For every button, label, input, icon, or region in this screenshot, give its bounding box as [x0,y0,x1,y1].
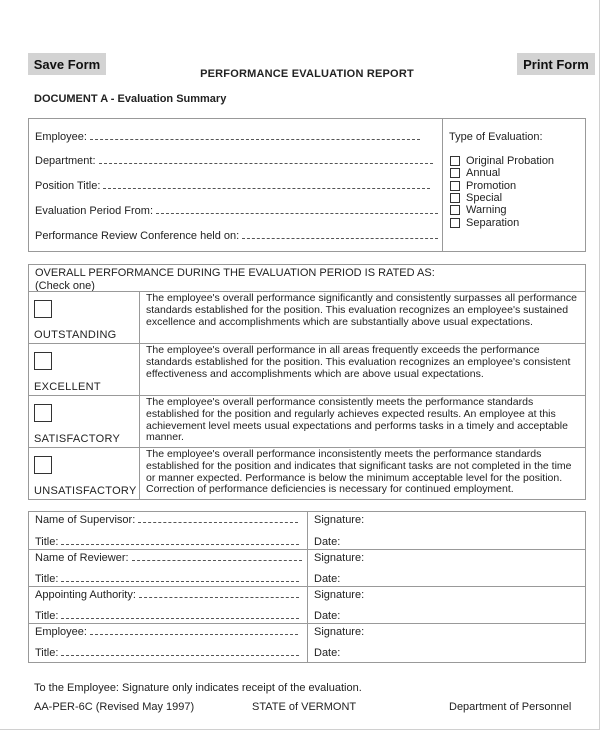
employee-label: Employee: [35,131,87,143]
document-subtitle: DOCUMENT A - Evaluation Summary [34,93,227,105]
department-field[interactable] [35,155,433,167]
employee-field[interactable] [35,131,420,143]
department-label: Department: [35,155,96,167]
option-label: Separation [466,217,520,229]
evaluation-period-field[interactable] [35,205,438,217]
reviewer-title-line[interactable] [61,573,299,582]
checkbox[interactable] [450,193,460,203]
evaluation-period-input-line[interactable] [156,205,438,214]
checkbox[interactable] [450,218,460,228]
evaluation-type-promotion[interactable] [450,180,516,192]
supervisor-title-field[interactable] [35,536,299,548]
performance-heading: OVERALL PERFORMANCE DURING THE EVALUATION PERIOD IS RATED AS: [35,267,435,279]
rating-description: The employee's overall performance consistently meets the performance standards established for the position and regularly achieves expected results. An employee at this achievement level meets usual expectations and performs tasks in a timely and acceptable manner. [146,396,568,444]
supervisor-signature-label: Signature: [314,514,365,526]
rating-checkbox-satisfactory[interactable] [34,404,52,422]
position-title-field[interactable] [35,180,430,192]
performance-heading-block [35,267,435,293]
employee-title-field[interactable] [35,647,299,659]
evaluation-period-label: Evaluation Period From: [35,205,153,217]
reviewer-date-label: Date: [314,573,341,585]
rating-description: The employee's overall performance significantly and consistently surpasses all performance standards established for the position. This evaluation recognizes an employee's sustained excellence and accomplishments which are substantially above usual expectations. [146,292,577,328]
option-label: Warning [466,204,507,216]
reviewer-title-field[interactable] [35,573,299,585]
supervisor-title-line[interactable] [61,536,299,545]
reviewer-signature-row [29,549,585,587]
rating-label: OUTSTANDING [34,329,117,341]
rating-label-cell [29,292,140,343]
employee-name-line[interactable] [90,626,298,635]
review-conference-field[interactable] [35,230,438,242]
field-label: Employee: [35,626,87,638]
rating-label: SATISFACTORY [34,433,121,445]
appointing-authority-name-field[interactable] [35,589,299,601]
rating-row-excellent [29,343,585,395]
page-title: PERFORMANCE EVALUATION REPORT [200,68,414,80]
rating-label-cell [29,448,140,499]
employee-date-label: Date: [314,647,341,659]
reviewer-signature-label: Signature: [314,552,365,564]
rating-checkbox-unsatisfactory[interactable] [34,456,52,474]
rating-description: The employee's overall performance inconsistently meets the performance standards established for the position and indicates that significant tasks are not completed in the time or manner expected. Performance is below the minimum acceptable level for the position. Correction of performance deficiencies is necessary for continued employment. [146,448,572,496]
rating-row-unsatisfactory [29,447,585,499]
position-title-input-line[interactable] [103,180,430,189]
rating-label-cell [29,396,140,447]
appointing-authority-signature-row [29,586,585,624]
option-label: Promotion [466,180,517,192]
position-title-label: Position Title: [35,180,101,192]
supervisor-date-label: Date: [314,536,341,548]
supervisor-name-field[interactable] [35,514,298,526]
review-conference-input-line[interactable] [242,230,438,239]
appointing-authority-title-field[interactable] [35,610,299,622]
save-form-button[interactable]: Save Form [28,53,106,75]
checkbox[interactable] [450,156,460,166]
checkbox[interactable] [450,205,460,215]
rating-label-cell [29,344,140,395]
employee-info-section [28,118,586,252]
section-divider [442,119,443,251]
appointing-authority-title-line[interactable] [61,610,299,619]
field-label: Appointing Authority: [35,589,136,601]
evaluation-type-separation[interactable] [450,217,519,229]
performance-instruction: (Check one) [35,280,95,292]
employee-note: To the Employee: Signature only indicates receipt of the evaluation. [34,682,362,694]
field-label: Name of Reviewer: [35,552,129,564]
appointing-authority-date-label: Date: [314,610,341,622]
employee-signature-label: Signature: [314,626,365,638]
field-label: Title: [35,536,59,548]
review-conference-label: Performance Review Conference held on: [35,230,240,242]
department-name: Department of Personnel [449,701,572,713]
employee-signature-row [29,623,585,661]
employee-title-line[interactable] [61,647,299,656]
rating-checkbox-excellent[interactable] [34,352,52,370]
field-label: Title: [35,647,59,659]
evaluation-type-original-probation[interactable] [450,155,554,167]
appointing-authority-signature-label: Signature: [314,589,365,601]
type-of-evaluation-label: Type of Evaluation: [449,131,543,143]
rating-description: The employee's overall performance in all areas frequently exceeds the performance standards established for the position. This evaluation recognizes an employee's consistent effectiveness and accomplishments which are above usual expectations. [146,344,571,380]
print-form-button[interactable]: Print Form [517,53,595,75]
employee-input-line[interactable] [90,131,420,140]
field-label: Name of Supervisor: [35,514,136,526]
checkbox[interactable] [450,168,460,178]
performance-rating-section [28,264,586,500]
rating-row-outstanding [29,291,585,343]
rating-checkbox-outstanding[interactable] [34,300,52,318]
field-label: Title: [35,610,59,622]
employee-name-field[interactable] [35,626,298,638]
supervisor-signature-row [29,512,585,550]
reviewer-name-line[interactable] [132,552,302,561]
signature-section [28,511,586,663]
rating-row-satisfactory [29,395,585,447]
evaluation-type-warning[interactable] [450,204,507,216]
option-label: Annual [466,167,501,179]
option-label: Special [466,192,503,204]
evaluation-type-annual[interactable] [450,167,500,179]
evaluation-type-special[interactable] [450,192,502,204]
checkbox[interactable] [450,181,460,191]
rating-label: EXCELLENT [34,381,101,393]
state-name: STATE of VERMONT [252,701,357,713]
rating-label: UNSATISFACTORY [34,485,137,497]
form-id: AA-PER-6C (Revised May 1997) [34,701,195,713]
supervisor-name-line[interactable] [138,514,298,523]
reviewer-name-field[interactable] [35,552,302,564]
department-input-line[interactable] [99,155,433,164]
field-label: Title: [35,573,59,585]
option-label: Original Probation [466,155,555,167]
appointing-authority-name-line[interactable] [139,589,299,598]
